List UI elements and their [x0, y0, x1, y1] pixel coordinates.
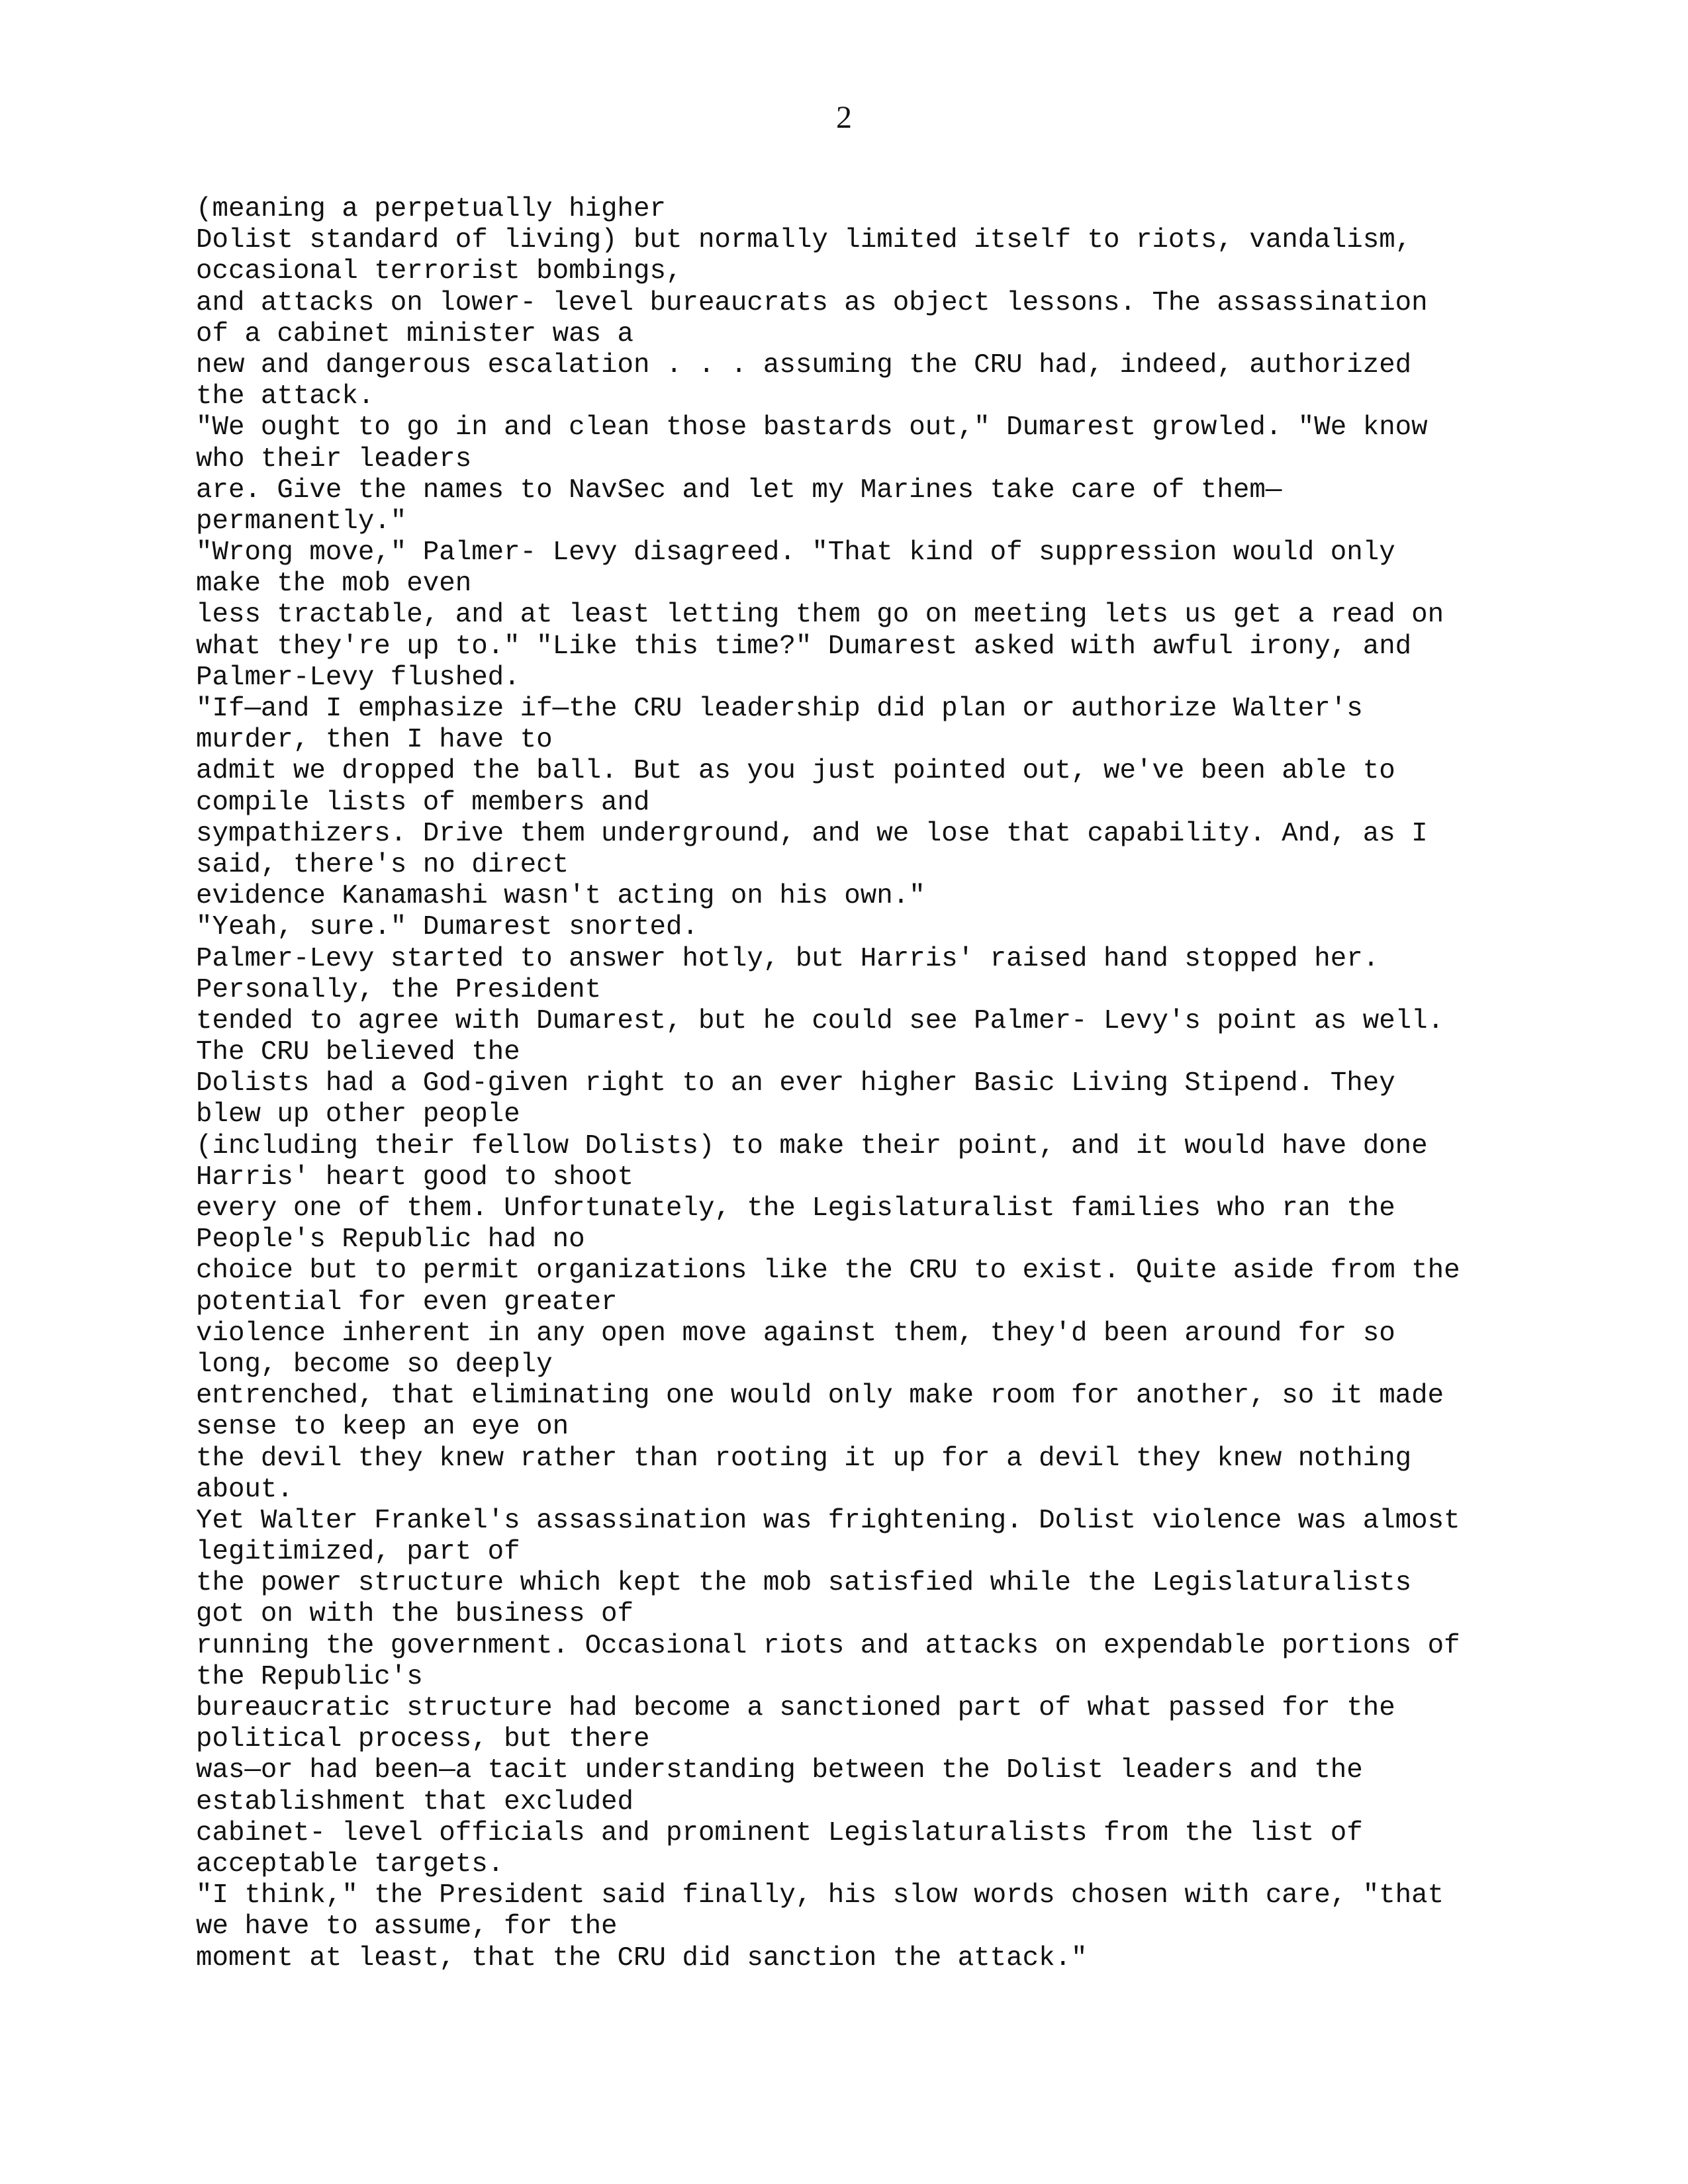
text-line: The CRU believed the: [196, 1037, 520, 1068]
text-line: "Yeah, sure." Dumarest snorted.: [196, 912, 698, 943]
text-line: long, become so deeply: [196, 1349, 553, 1380]
text-line: Yet Walter Frankel's assassination was frightening. Dolist violence was almost: [196, 1505, 1460, 1536]
text-line: make the mob even: [196, 569, 472, 600]
text-line: are. Give the names to NavSec and let my Marines take care of them—: [196, 475, 1282, 506]
text-line: "If—and I emphasize if—the CRU leadership did plan or authorize Walter's: [196, 694, 1363, 724]
text-line: less tractable, and at least letting them go on meeting lets us get a read on: [196, 600, 1444, 631]
text-line: running the government. Occasional riots and attacks on expendable portions of: [196, 1630, 1460, 1661]
text-line: "We ought to go in and clean those bastards out," Dumarest growled. "We know: [196, 412, 1428, 443]
text-line: sense to keep an eye on: [196, 1412, 569, 1443]
text-line: what they're up to." "Like this time?" Dumarest asked with awful irony, and: [196, 631, 1412, 662]
text-line: legitimized, part of: [196, 1537, 520, 1568]
text-line: got on with the business of: [196, 1599, 634, 1630]
text-line: bureaucratic structure had become a sanctioned part of what passed for the: [196, 1693, 1395, 1723]
text-line: political process, but there: [196, 1724, 650, 1755]
text-line: Dolist standard of living) but normally limited itself to riots, vandalism,: [196, 225, 1412, 256]
text-line: permanently.": [196, 506, 407, 537]
text-line: and attacks on lower- level bureaucrats as object lessons. The assassination: [196, 287, 1428, 318]
text-line: evidence Kanamashi wasn't acting on his own.": [196, 881, 925, 912]
body-text: [196, 194, 1520, 1974]
text-line: Dolists had a God-given right to an ever higher Basic Living Stipend. They: [196, 1068, 1395, 1099]
text-line: admit we dropped the ball. But as you just pointed out, we've been able to: [196, 756, 1395, 787]
text-line: occasional terrorist bombings,: [196, 256, 682, 287]
page-number: 2: [836, 100, 852, 135]
text-line: (meaning a perpetually higher: [196, 194, 666, 224]
text-line: Palmer-Levy flushed.: [196, 662, 520, 693]
text-line: was—or had been—a tacit understanding between the Dolist leaders and the: [196, 1755, 1363, 1786]
text-line: who their leaders: [196, 443, 472, 475]
text-line: People's Republic had no: [196, 1224, 585, 1255]
text-line: new and dangerous escalation . . . assuming the CRU had, indeed, authorized: [196, 349, 1412, 381]
text-line: entrenched, that eliminating one would only make room for another, so it made: [196, 1381, 1444, 1412]
text-line: choice but to permit organizations like the CRU to exist. Quite aside from the: [196, 1255, 1460, 1287]
text-line: every one of them. Unfortunately, the Legislaturalist families who ran the: [196, 1193, 1395, 1224]
text-line: said, there's no direct: [196, 849, 569, 880]
text-line: tended to agree with Dumarest, but he could see Palmer- Levy's point as well.: [196, 1005, 1444, 1036]
text-line: Harris' heart good to shoot: [196, 1161, 634, 1193]
text-line: about.: [196, 1474, 293, 1505]
text-line: the devil they knew rather than rooting it up for a devil they knew nothing: [196, 1443, 1412, 1474]
text-line: murder, then I have to: [196, 725, 553, 756]
text-line: "Wrong move," Palmer- Levy disagreed. "That kind of suppression would only: [196, 537, 1395, 569]
text-line: we have to assume, for the: [196, 1911, 618, 1942]
text-line: blew up other people: [196, 1099, 520, 1130]
text-line: acceptable targets.: [196, 1848, 504, 1880]
text-line: Palmer-Levy started to answer hotly, but Harris' raised hand stopped her.: [196, 943, 1380, 974]
text-line: cabinet- level officials and prominent Legislaturalists from the list of: [196, 1817, 1363, 1848]
text-line: compile lists of members and: [196, 787, 650, 818]
text-line: of a cabinet minister was a: [196, 318, 634, 349]
text-line: violence inherent in any open move against them, they'd been around for so: [196, 1318, 1395, 1349]
text-line: sympathizers. Drive them underground, and we lose that capability. And, as I: [196, 818, 1428, 849]
text-line: the Republic's: [196, 1661, 423, 1692]
text-line: Personally, the President: [196, 974, 602, 1005]
text-line: "I think," the President said finally, his slow words chosen with care, "that: [196, 1880, 1444, 1911]
text-line: establishment that excluded: [196, 1786, 634, 1817]
text-line: the power structure which kept the mob satisfied while the Legislaturalists: [196, 1568, 1412, 1599]
text-line: potential for even greater: [196, 1287, 618, 1318]
text-line: the attack.: [196, 381, 375, 412]
text-line: moment at least, that the CRU did sanction the attack.": [196, 1942, 1088, 1974]
text-line: (including their fellow Dolists) to make their point, and it would have done: [196, 1130, 1428, 1161]
